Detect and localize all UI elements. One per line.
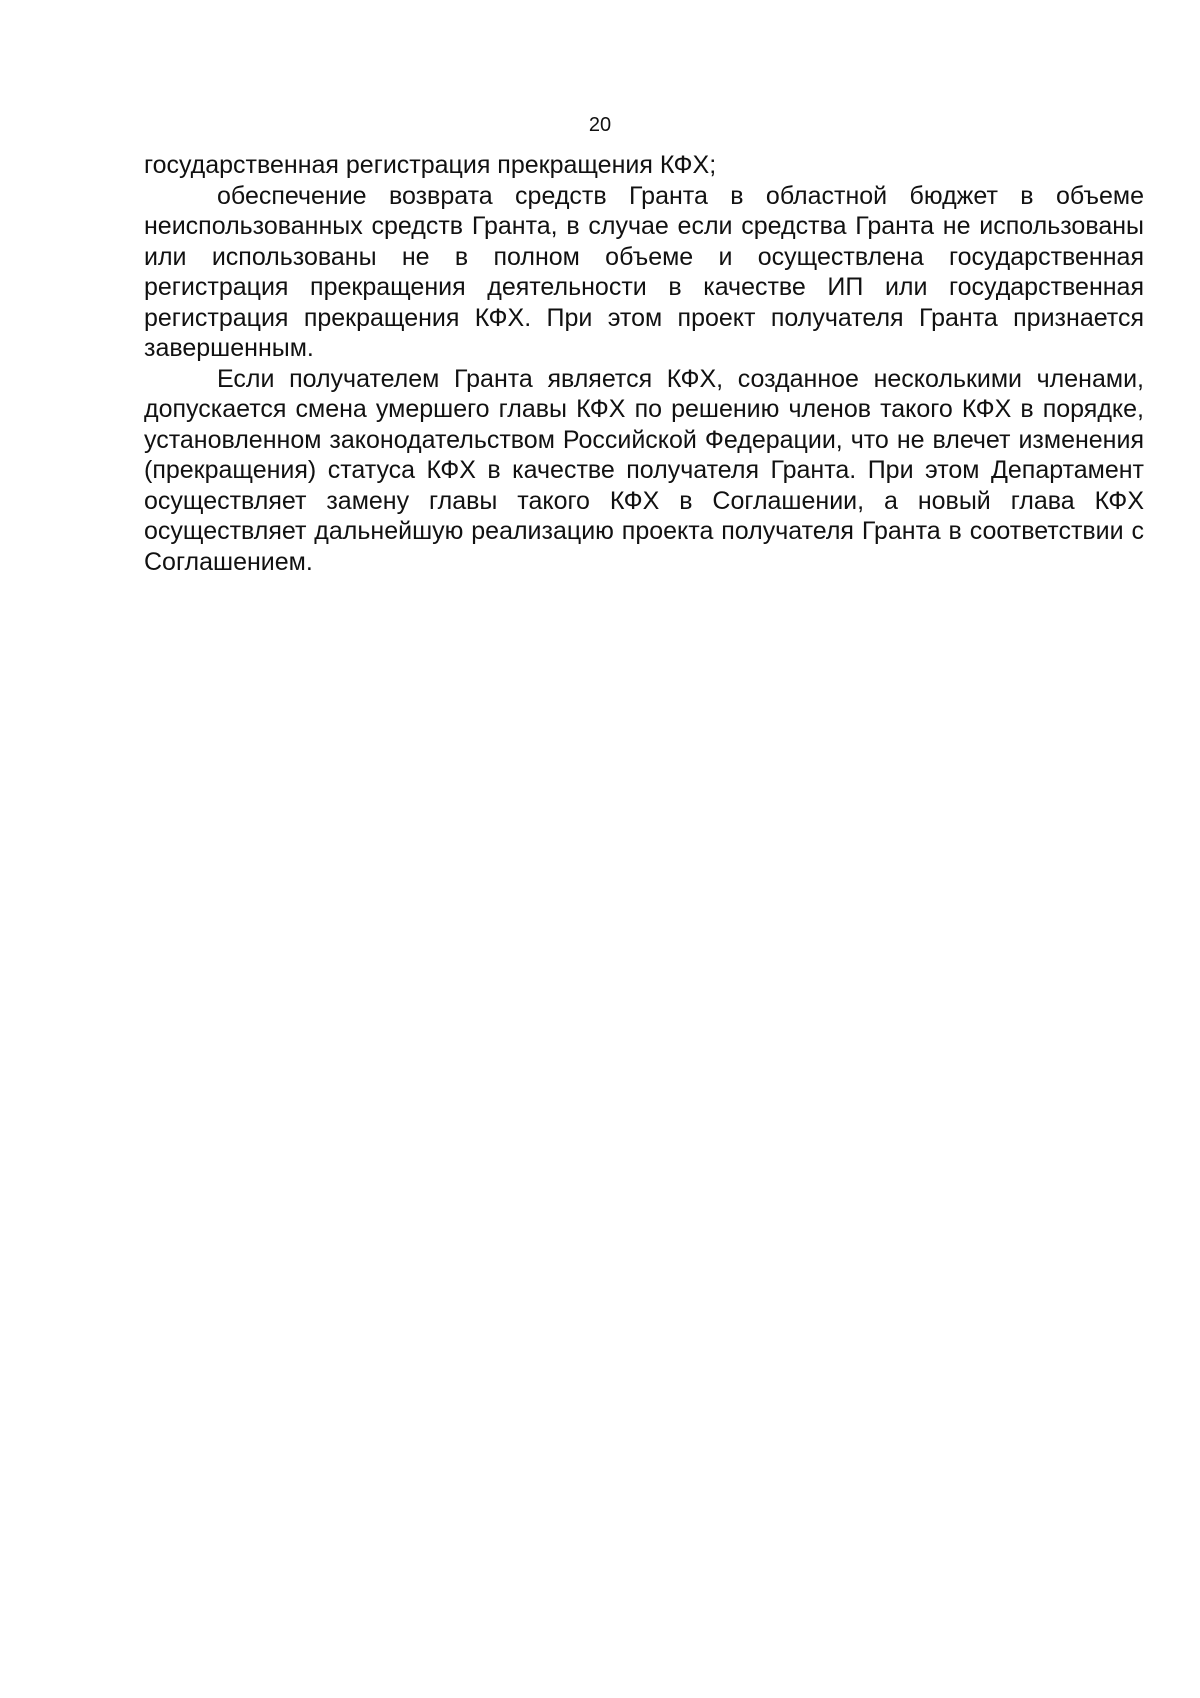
paragraph-continuation: государственная регистрация прекращения КФХ; xyxy=(144,151,717,179)
paragraph-head-replacement: Если получателем Гранта является КФХ, созданное несколькими членами, допускается смена умершего главы КФХ по решению членов такого КФХ в порядке, установленном законодательством Российской Федерации, что не влечет изменения (прекращения) статуса КФХ в качестве получателя Гранта. При этом Департамент осуществляет замену главы такого КФХ в Соглашении, а новый глава КФХ осуществляет дальнейшую реализацию проекта получателя Гранта в соответствии с Соглашением. xyxy=(144,364,1144,576)
paragraph-grant-return: обеспечение возврата средств Гранта в областной бюджет в объеме неиспользованных средств Гранта, в случае если средства Гранта не использованы или использованы не в полном объеме и осуществлена государственная регистрация прекращения деятельности в качестве ИП или государственная регистрация прекращения КФХ. При этом проект получателя Гранта признается завершенным. xyxy=(144,181,1144,362)
page-number: 20 xyxy=(588,114,612,136)
document-body xyxy=(144,150,1144,577)
